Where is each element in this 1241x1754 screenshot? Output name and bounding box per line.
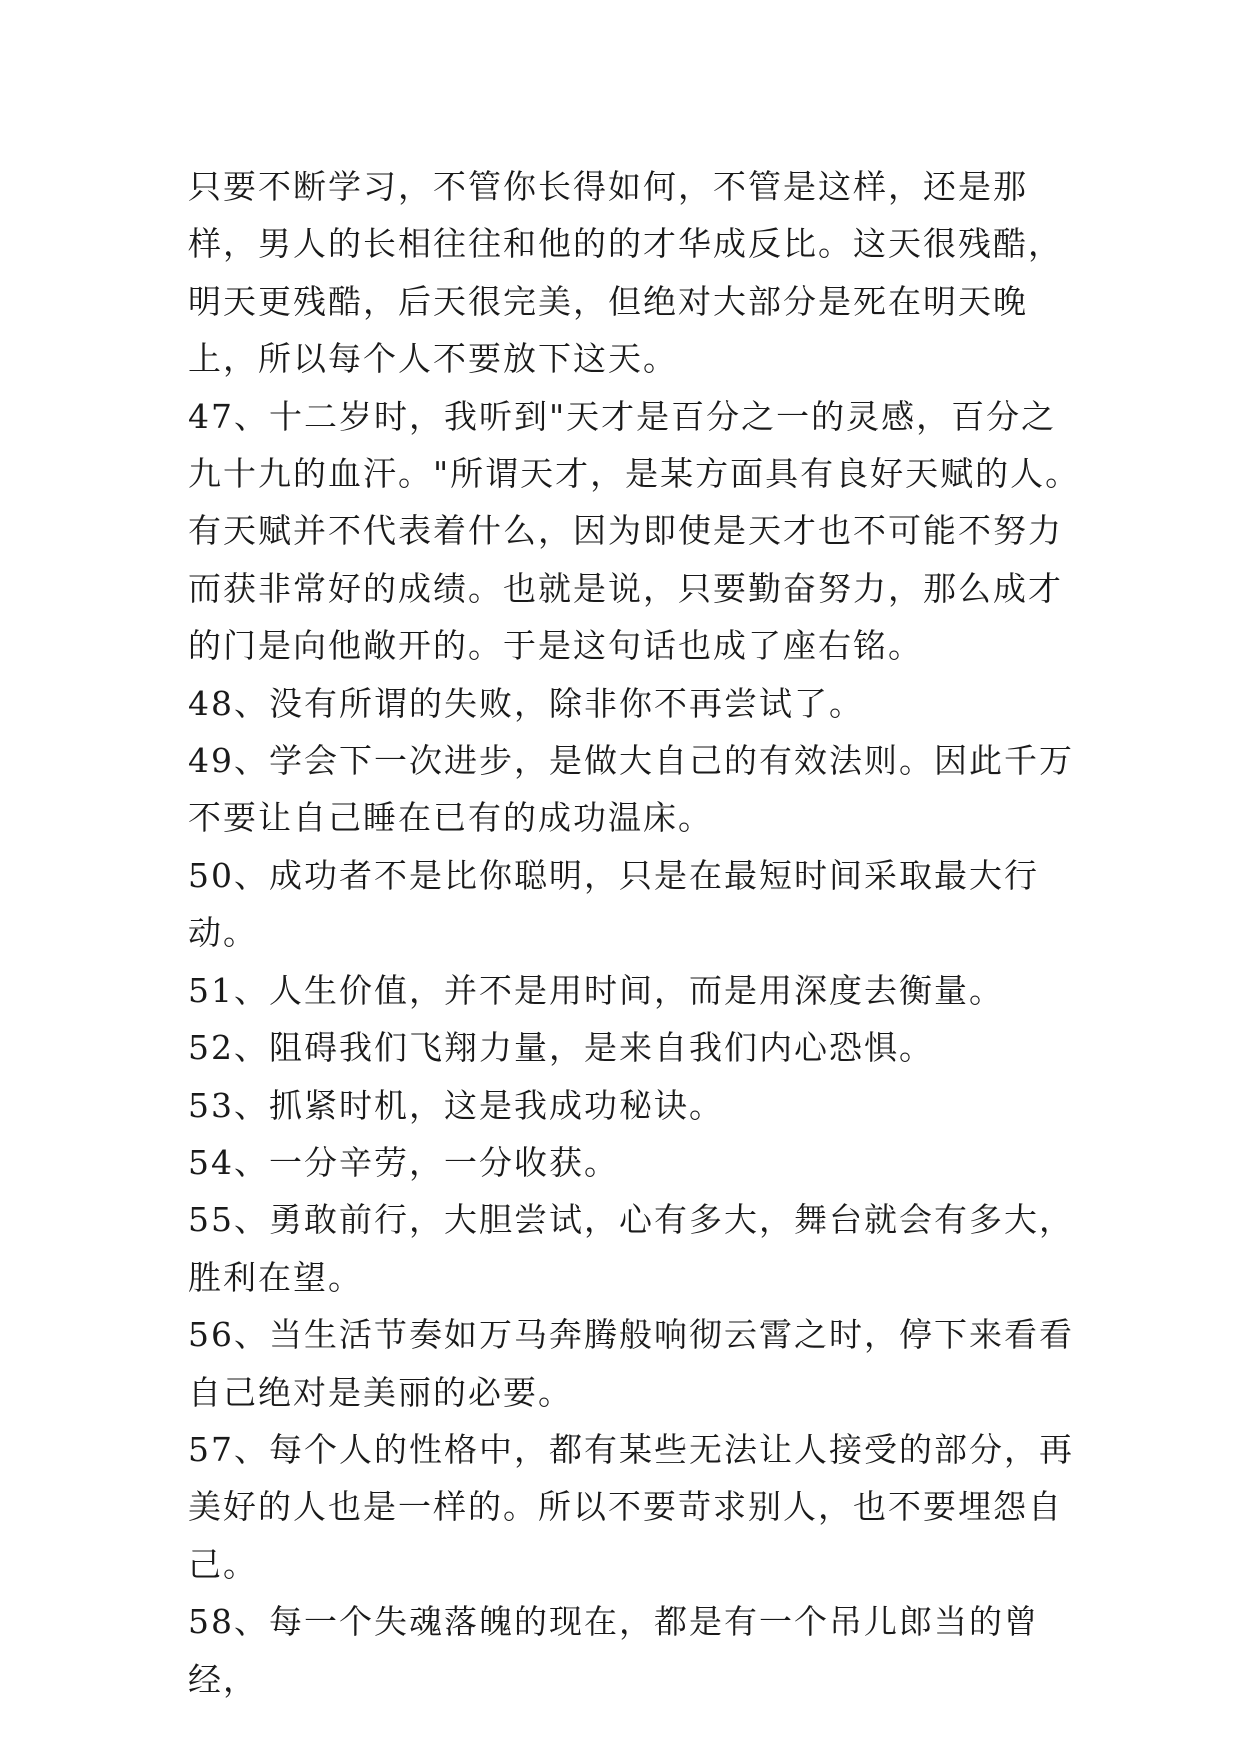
paragraph-47: 47、十二岁时，我听到"天才是百分之一的灵感，百分之九十九的血汗。"所谓天才，是某方面具有良好天赋的人。有天赋并不代表着什么，因为即使是天才也不可能不努力而获非常好的成绩。也就是说，只要勤奋努力，那么成才的门是向他敞开的。于是这句话也成了座右铭。 xyxy=(188,396,1081,666)
paragraph-57: 57、每个人的性格中，都有某些无法让人接受的部分，再美好的人也是一样的。所以不要苛求别人，也不要埋怨自己。 xyxy=(188,1429,1074,1584)
paragraph-52: 52、阻碍我们飞翔力量，是来自我们内心恐惧。 xyxy=(188,1028,934,1068)
paragraph-continuation: 只要不断学习，不管你长得如何，不管是这样，还是那样，男人的长相往往和他的的才华成反比。这天很残酷，明天更残酷，后天很完美，但绝对大部分是死在明天晚上，所以每个人不要放下这天。 xyxy=(188,167,1063,379)
paragraph-56: 56、当生活节奏如万马奔腾般响彻云霄之时，停下来看看自己绝对是美丽的必要。 xyxy=(188,1315,1074,1412)
paragraph-55: 55、勇敢前行，大胆尝试，心有多大，舞台就会有多大，胜利在望。 xyxy=(188,1200,1074,1297)
paragraph-48: 48、没有所谓的失败，除非你不再尝试了。 xyxy=(188,683,864,723)
paragraph-53: 53、抓紧时机，这是我成功秘诀。 xyxy=(188,1085,724,1125)
document-body xyxy=(188,158,1088,1708)
paragraph-54: 54、一分辛劳，一分收获。 xyxy=(188,1142,619,1182)
paragraph-49: 49、学会下一次进步，是做大自己的有效法则。因此千万不要让自己睡在已有的成功温床。 xyxy=(188,741,1074,838)
paragraph-50: 50、成功者不是比你聪明，只是在最短时间采取最大行动。 xyxy=(188,855,1039,953)
paragraph-58: 58、每一个失魂落魄的现在，都是有一个吊儿郎当的曾经， xyxy=(188,1602,1039,1699)
paragraph-51: 51、人生价值，并不是用时间，而是用深度去衡量。 xyxy=(188,970,1004,1010)
